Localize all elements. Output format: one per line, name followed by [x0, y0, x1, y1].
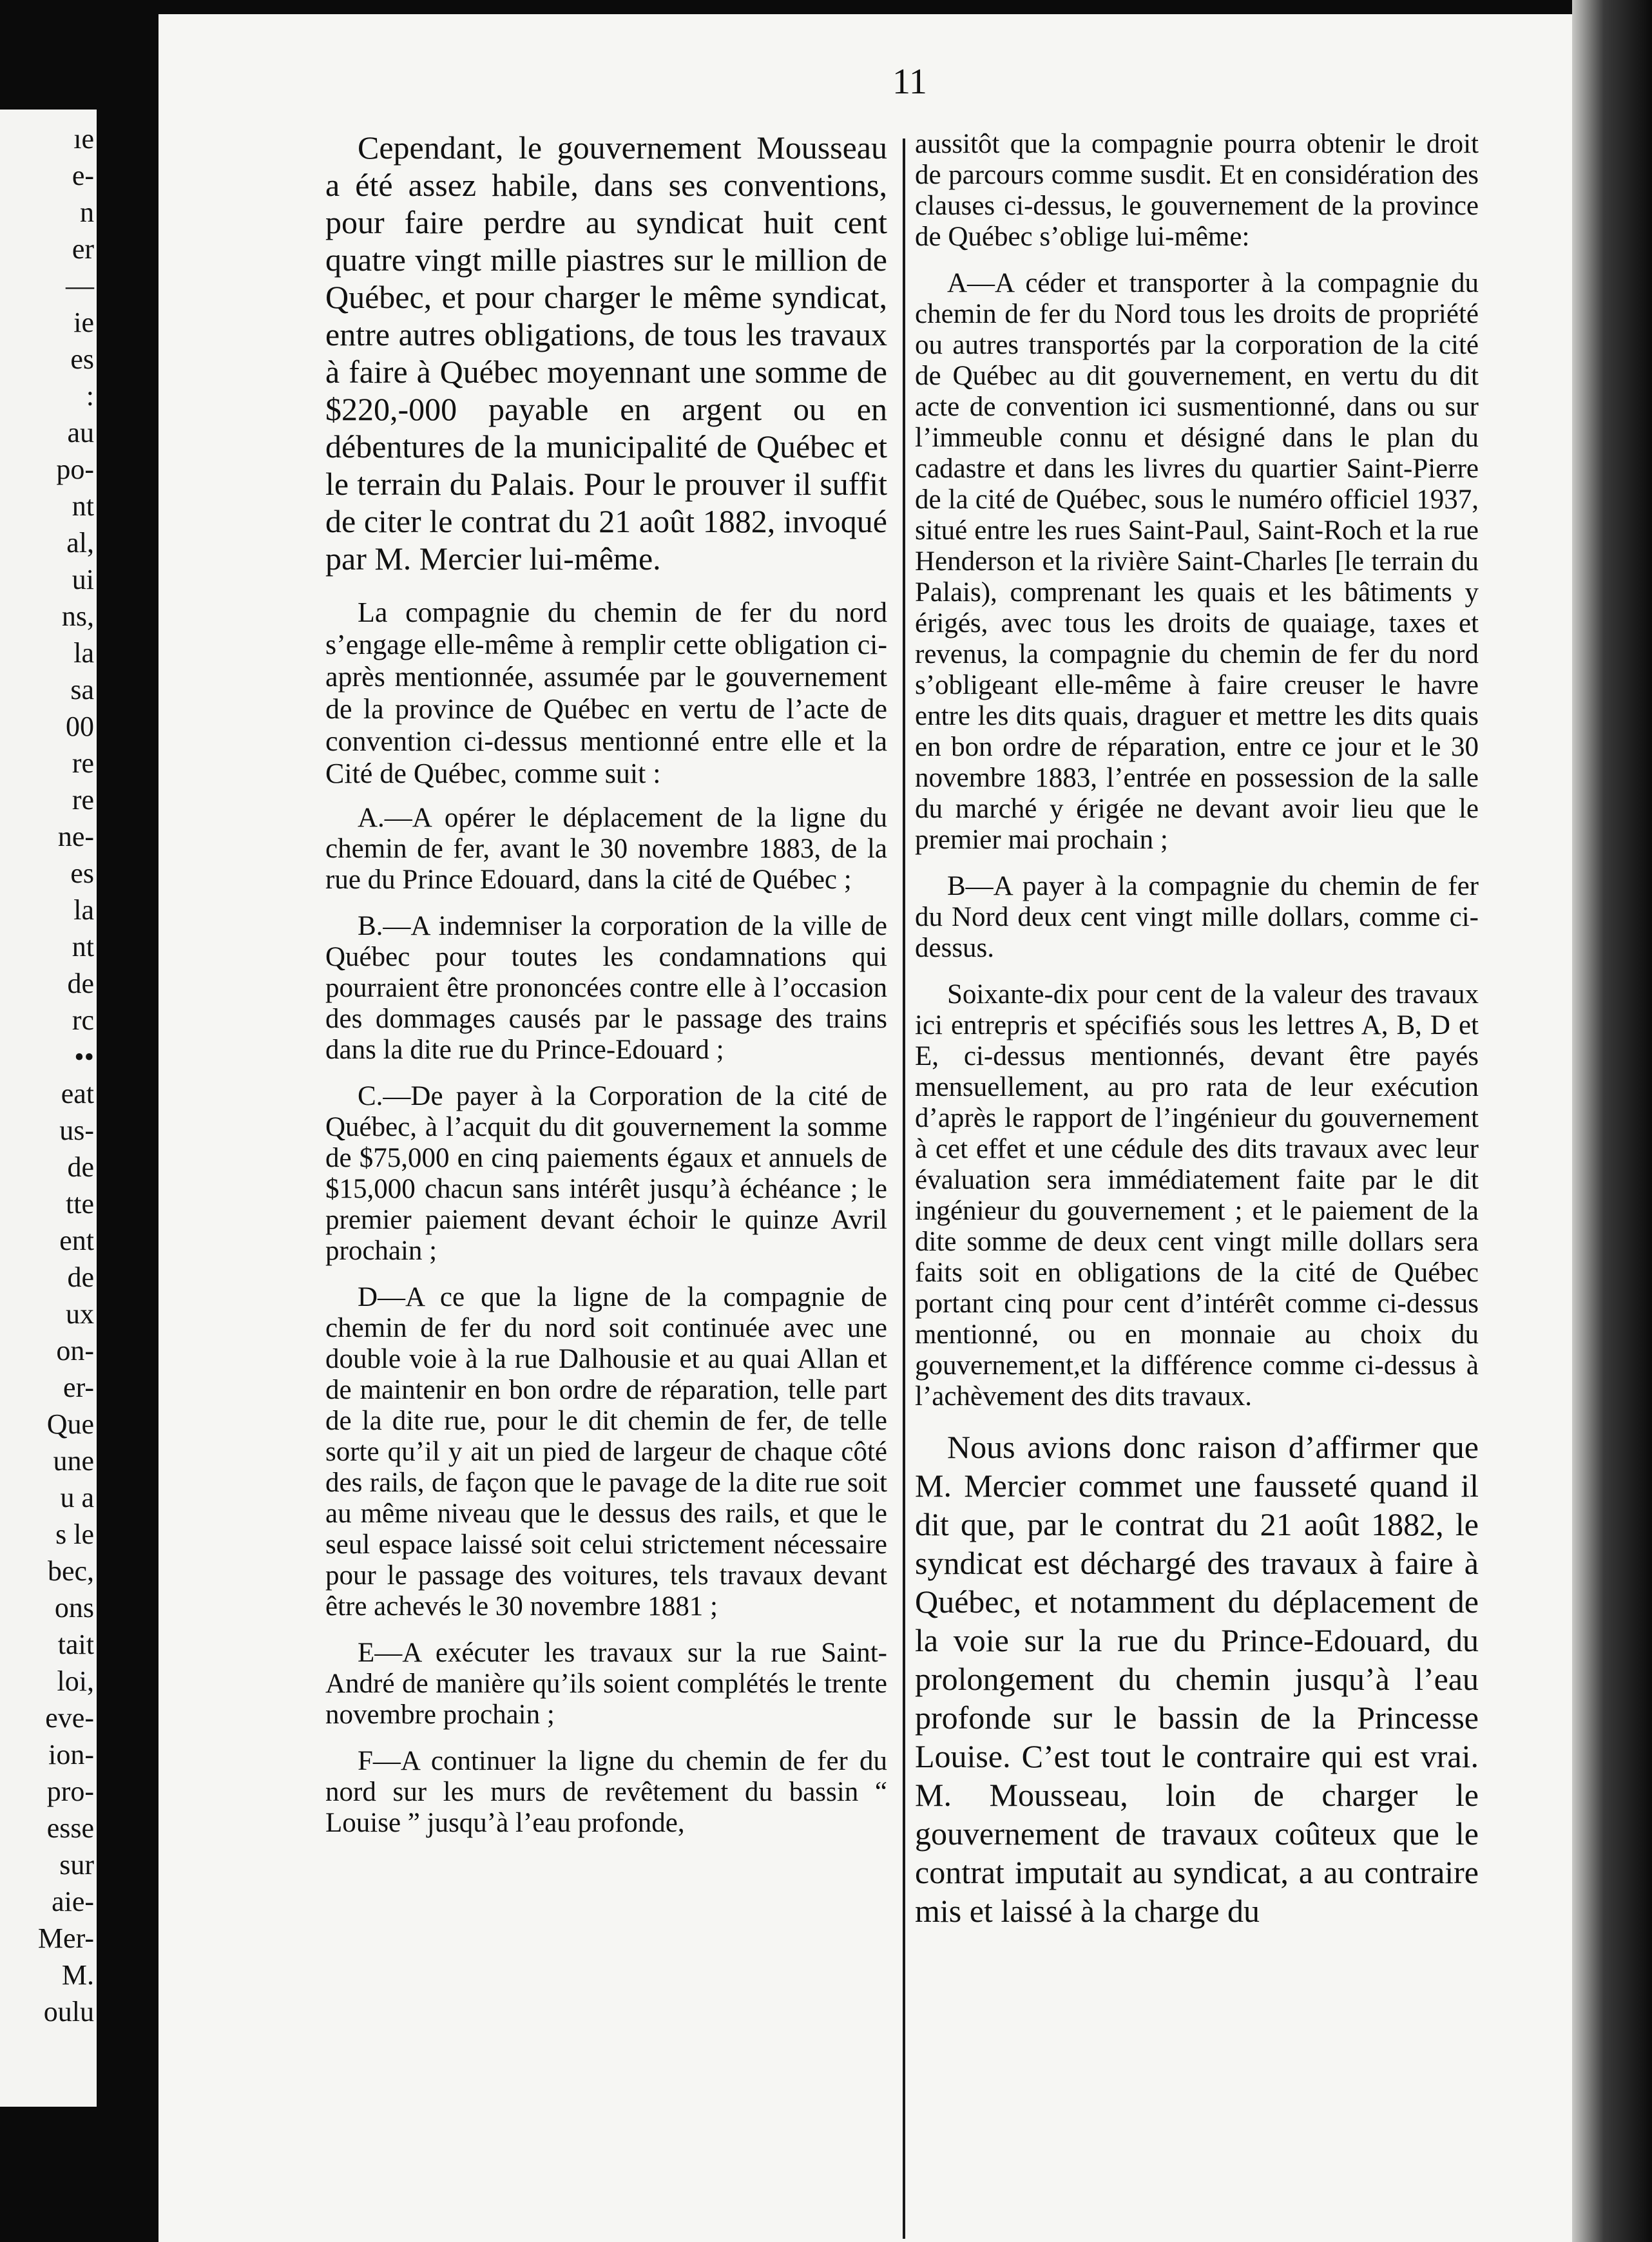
margin-fragment: po- [56, 454, 94, 485]
margin-fragment: M. [61, 1959, 94, 1991]
list-item-e: E—A exécuter les travaux sur la rue Saint-André de manière qu’ils soient complétés le trente novembre prochain ; [325, 1638, 887, 1730]
margin-fragment: re [72, 784, 94, 816]
margin-fragment: ent [59, 1225, 94, 1256]
margin-fragment: eve- [45, 1702, 94, 1734]
column-2 [915, 129, 1479, 1943]
margin-fragment: tte [66, 1188, 94, 1220]
margin-fragment: er- [63, 1372, 94, 1403]
margin-fragment: au [67, 417, 94, 448]
margin-fragment: es [70, 343, 94, 375]
margin-fragment: ons [54, 1592, 94, 1624]
margin-fragment: al, [66, 527, 94, 559]
margin-fragment: ui [72, 564, 94, 595]
margin-fragment: ion- [48, 1739, 94, 1770]
margin-fragment: eat [61, 1078, 94, 1109]
margin-fragment: er [72, 233, 94, 265]
paragraph-conclusion: Nous avions donc raison d’affirmer que M. Mercier commet une fausseté quand il dit que, par le contrat du 21 août 1882, le syndicat est déchargé des travaux à faire à Québec, et notamment du déplacement de la voie sur la rue du Prince-Edouard, du prolongement du chemin jusqu’à l’eau profonde sur le bassin de la Princesse Louise. C’est tout le contraire qui est vrai. M. Mousseau, loin de charger le gouvernement de travaux coûteux que le contrat imputait au syndicat, a au contraire mis et laissé à la charge du [915, 1429, 1479, 1929]
margin-fragment: la [73, 637, 94, 669]
margin-fragment: nt [72, 490, 94, 522]
list-item-c: C.—De payer à la Corporation de la cité de Québec, à l’acquit du dit gouvernement la somme de $75,000 en cinq paiements égaux et annuels de $15,000 chacun sans intérêt jusqu’à échéance ; le premier paiement devant échoir le quinze Avril prochain ; [325, 1081, 887, 1266]
margin-fragment: n [80, 196, 94, 228]
margin-fragment: us- [59, 1115, 94, 1146]
paragraph-lead: Cependant, le gouvernement Mousseau a été assez habile, dans ses conventions, pour faire perdre au syndicat huit cent quatre vingt mille piastres sur le million de Québec, et pour charger le même syndicat, entre autres obligations, de tous les travaux à faire à Québec moyennant une somme de $220,-000 payable en argent ou en débentures de la municipalité de Québec et le terrain du Palais. Pour le prouver il suffit de citer le contrat du 21 août 1882, invoqué par M. Mercier lui-même. [325, 129, 887, 577]
margin-fragment: Que [46, 1408, 94, 1440]
margin-fragment: une [53, 1445, 94, 1477]
margin-fragment: e- [72, 160, 94, 191]
margin-fragment: es [70, 858, 94, 889]
margin-fragment: pro- [46, 1776, 94, 1807]
margin-fragment: ns, [61, 600, 94, 632]
list-item-b: B.—A indemniser la corporation de la ville de Québec pour toutes les condamnations qui pourraient être prononcées contre elle à l’occasion des dommages causés par le passage des trains dans la dite rue du Prince-Edouard ; [325, 911, 887, 1065]
margin-fragment: de [67, 1261, 94, 1293]
margin-fragment: — [66, 270, 94, 302]
margin-fragment: de [67, 968, 94, 999]
margin-fragment: 00 [66, 711, 94, 742]
column-divider [903, 139, 905, 2239]
margin-fragment: rc [72, 1004, 94, 1036]
margin-fragment: sa [70, 674, 94, 705]
margin-fragment: re [72, 747, 94, 779]
paragraph-payment: Soixante-dix pour cent de la valeur des travaux ici entrepris et spécifiés sous les lettres A, B, D et E, ci-dessus mentionnés, devant être payés mensuellement, au pro rata de leur exécution d’après le rapport de l’ingénieur du gouvernement à cet effet et une cédule des dits travaux avec leur évaluation sera immédiatement faite par le dit ingénieur du gouvernement ; et le paiement de la dite somme de deux cent vingt mille dollars sera faits soit en obligations de la cité de Québec portant cinq pour cent d’intérêt comme ci-dessus mentionné, ou en monnaie au choix du gouvernement,et la différence comme ci-dessus à l’achèvement des dits travaux. [915, 979, 1479, 1412]
margin-fragment: nt [72, 931, 94, 963]
margin-fragment: esse [46, 1812, 94, 1844]
column-1 [325, 129, 887, 1854]
clause-b: B—A payer à la compagnie du chemin de fer du Nord deux cent vingt mille dollars, comme ci-dessus. [915, 871, 1479, 963]
clause-a: A—A céder et transporter à la compagnie du chemin de fer du Nord tous les droits de propriété ou autres transportés par la corporation de la cité de Québec au dit gouvernement, en vertu du dit acte de convention ici susmentionné, dans ou sur l’immeuble connu et désigné dans le plan du cadastre et dans les livres du quartier Saint-Pierre de la cité de Québec, sous le numéro officiel 1937, situé entre les rues Saint-Paul, Saint-Roch et la rue Henderson et la rivière Saint-Charles [le terrain du Palais), comprenant les quais et les bâtiments y érigés, avec tous les droits de quaiage, taxes et revenus, la compagnie du chemin de fer du nord s’obligeant elle-même à faire creuser le havre entre les dits quais, draguer et mettre les dits quais en bon ordre de réparation, entre ce jour et le 30 novembre 1883, l’entrée en possession de la salle du marché y érigée ne devant avoir lieu que le premier mai prochain ; [915, 268, 1479, 855]
margin-fragment: bec, [47, 1555, 94, 1587]
margin-fragment: oulu [43, 1996, 94, 2027]
paragraph: La compagnie du chemin de fer du nord s’engage elle-même à remplir cette obligation ci-après mentionnée, assumée par le gouvernement de la province de Québec en vertu de l’acte de convention ci-dessus mentionné entre elle et la Cité de Québec, comme suit : [325, 597, 887, 789]
list-item-a: A.—A opérer le déplacement de la ligne du chemin de fer, avant le 30 novembre 1883, de la rue du Prince Edouard, dans la cité de Québec ; [325, 803, 887, 895]
margin-fragment: ne- [57, 821, 94, 852]
margin-fragment: : [86, 380, 94, 412]
margin-fragment: tait [57, 1629, 94, 1660]
margin-fragment: de [67, 1151, 94, 1183]
margin-fragment: ux [66, 1298, 94, 1330]
previous-page-edge [0, 110, 97, 2107]
margin-fragment: Mer- [37, 1922, 94, 1954]
list-item-d: D—A ce que la ligne de la compagnie de chemin de fer du nord soit continuée avec une double voie à la rue Dalhousie et au quai Allan et de maintenir en bon ordre de réparation, telle part de la dite rue, pour le dit chemin de fer, de telle sorte qu’il y ait un pied de largeur de chaque côté des rails, de façon que le pavage de la dite rue soit au même niveau que le dessus des rails, et que le seul espace laissé soit celui strictement nécessaire pour le passage des voitures, tels travaux devant être achevés le 30 novembre 1881 ; [325, 1282, 887, 1622]
margin-fragment: •• [74, 1041, 94, 1073]
margin-fragment: ıe [73, 123, 94, 155]
margin-fragment: aie- [52, 1886, 94, 1917]
page-number: 11 [892, 62, 927, 102]
margin-fragment: sur [59, 1849, 94, 1881]
margin-fragment: ie [73, 307, 94, 338]
margin-fragment: on- [56, 1335, 94, 1366]
margin-fragment: s le [55, 1519, 94, 1550]
paragraph-continued: aussitôt que la compagnie pourra obtenir le droit de parcours comme susdit. Et en considération des clauses ci-dessus, le gouvernement de la province de Québec s’oblige lui-même: [915, 129, 1479, 252]
margin-fragment: loi, [57, 1665, 94, 1697]
list-item-f: F—A continuer la ligne du chemin de fer du nord sur les murs de revêtement du bassin “ Louise ” jusqu’à l’eau profonde, [325, 1746, 887, 1838]
margin-fragment: u a [60, 1482, 94, 1513]
margin-fragment: la [73, 894, 94, 926]
page-edge-shadow [1572, 0, 1652, 2242]
